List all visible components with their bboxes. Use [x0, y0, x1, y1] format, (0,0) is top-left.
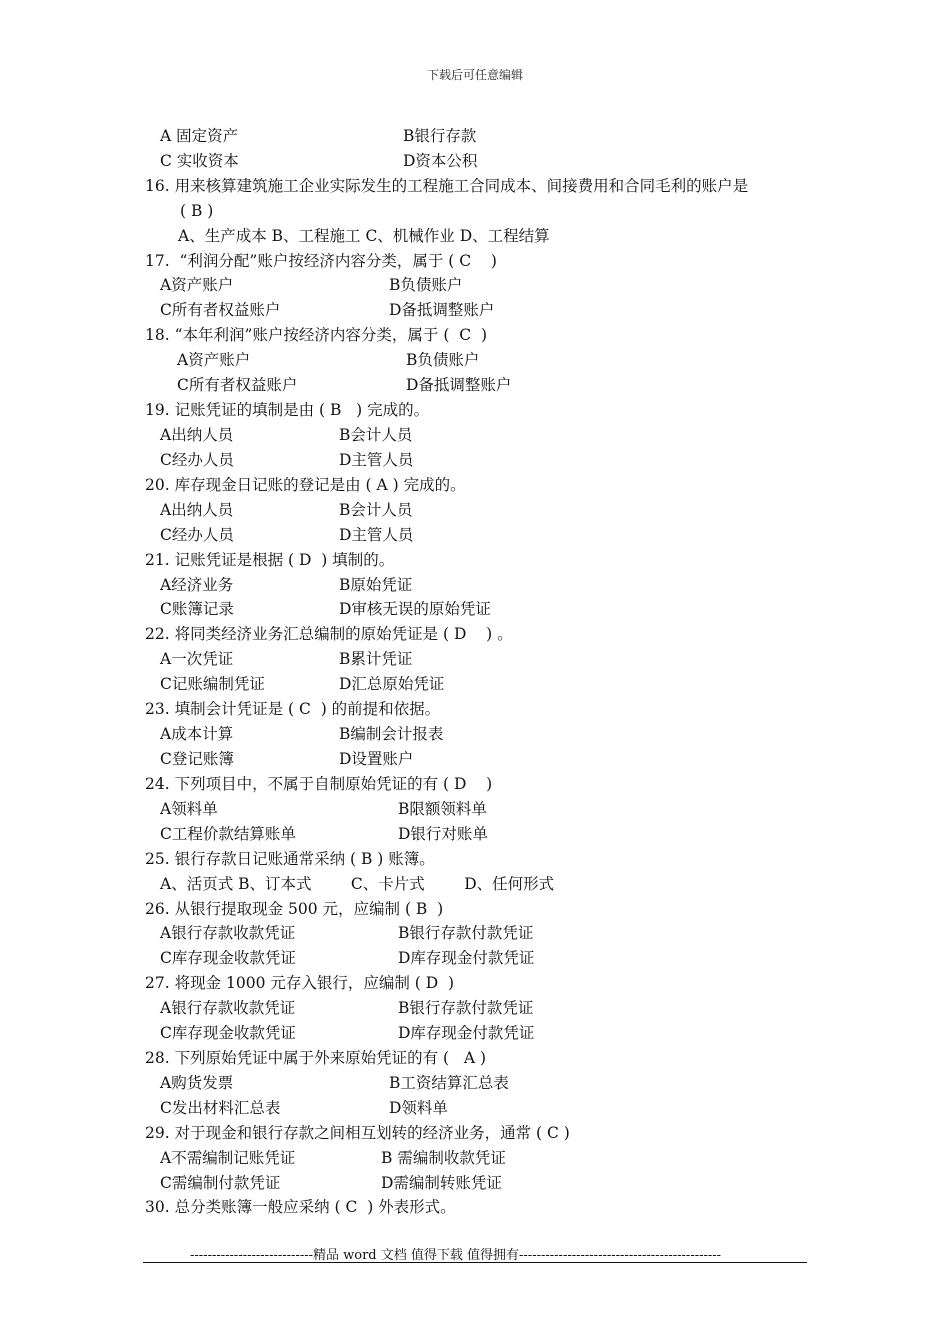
option-text: B负债账户	[389, 276, 463, 294]
option-text: C 实收资本	[160, 152, 239, 170]
option-text: A、生产成本 B、工程施工 C、机械作业 D、工程结算	[178, 227, 550, 245]
option-text: B会计人员	[339, 426, 413, 444]
option-text: A、活页式 B、订本式 C、卡片式 D、任何形式	[160, 875, 555, 893]
option-text: C需编制付款凭证	[160, 1174, 281, 1192]
question-text: 19. 记账凭证的填制是由 ( B ) 完成的。	[145, 401, 430, 419]
option-text: B银行存款付款凭证	[398, 924, 534, 942]
option-text: C库存现金收款凭证	[160, 949, 296, 967]
option-text: B银行存款付款凭证	[398, 999, 534, 1017]
question-text: 24. 下列项目中，不属于自制原始凭证的有 ( D )	[145, 775, 493, 793]
option-text: B原始凭证	[339, 576, 413, 594]
option-text: A成本计算	[160, 725, 234, 743]
option-text: A不需编制记账凭证	[160, 1149, 296, 1167]
option-text: D资本公积	[403, 152, 478, 170]
option-text: D主管人员	[339, 451, 414, 469]
option-text: A银行存款收款凭证	[160, 924, 296, 942]
option-text: A领料单	[160, 800, 218, 818]
option-text: A银行存款收款凭证	[160, 999, 296, 1017]
option-text: A 固定资产	[160, 127, 239, 145]
option-text: C账簿记录	[160, 600, 234, 618]
question-text: 27. 将现金 1000 元存入银行，应编制 ( D )	[145, 974, 455, 992]
option-text: B编制会计报表	[339, 725, 444, 743]
option-text: C所有者权益账户	[160, 301, 281, 319]
option-text: D备抵调整账户	[389, 301, 495, 319]
option-text: D银行对账单	[398, 825, 488, 843]
question-text: 23. 填制会计凭证是 ( C ) 的前提和依据。	[145, 700, 441, 718]
option-text: A资产账户	[177, 351, 251, 369]
option-text: C经办人员	[160, 451, 234, 469]
option-text: C经办人员	[160, 526, 234, 544]
option-text: D设置账户	[339, 750, 414, 768]
option-text: D主管人员	[339, 526, 414, 544]
question-text: 26. 从银行提取现金 500 元，应编制 ( B )	[145, 900, 444, 918]
question-text: 28. 下列原始凭证中属于外来原始凭证的有 ( A )	[145, 1049, 487, 1067]
page-footer: ----------------------------精品 word 文档 值得下载 值得拥有----------------------------------------------	[190, 1248, 722, 1263]
answer-text: ( B )	[180, 202, 214, 220]
question-text: 30. 总分类账簿一般应采纳 ( C ) 外表形式。	[145, 1198, 456, 1216]
option-text: D需编制转账凭证	[381, 1174, 502, 1192]
option-text: C工程价款结算账单	[160, 825, 296, 843]
option-text: B累计凭证	[339, 650, 413, 668]
question-text: 22. 将同类经济业务汇总编制的原始凭证是 ( D ) 。	[145, 625, 513, 643]
option-text: B限额领料单	[398, 800, 487, 818]
question-text: 29. 对于现金和银行存款之间相互划转的经济业务，通常 ( C )	[145, 1124, 570, 1142]
option-text: B银行存款	[403, 127, 477, 145]
question-text: 17. “利润分配”账户按经济内容分类，属于 ( C )	[145, 252, 497, 270]
option-text: A一次凭证	[160, 650, 234, 668]
option-text: A出纳人员	[160, 501, 234, 519]
option-text: C记账编制凭证	[160, 675, 265, 693]
option-text: A经济业务	[160, 576, 234, 594]
option-text: C所有者权益账户	[177, 376, 298, 394]
option-text: B 需编制收款凭证	[381, 1149, 506, 1167]
option-text: D领料单	[389, 1099, 448, 1117]
question-text: 16. 用来核算建筑施工企业实际发生的工程施工合同成本、间接费用和合同毛利的账户是	[145, 177, 749, 195]
option-text: B工资结算汇总表	[389, 1074, 509, 1092]
option-text: D库存现金付款凭证	[398, 1024, 535, 1042]
option-text: D汇总原始凭证	[339, 675, 445, 693]
option-text: C发出材料汇总表	[160, 1099, 281, 1117]
question-text: 18. “本年利润”账户按经济内容分类，属于 ( C )	[145, 326, 488, 344]
option-text: D库存现金付款凭证	[398, 949, 535, 967]
option-text: B会计人员	[339, 501, 413, 519]
page-header: 下载后可任意编辑	[426, 68, 523, 82]
option-text: A资产账户	[160, 276, 234, 294]
option-text: C登记账簿	[160, 750, 234, 768]
option-text: A购货发票	[160, 1074, 234, 1092]
option-text: A出纳人员	[160, 426, 234, 444]
option-text: D备抵调整账户	[406, 376, 512, 394]
question-text: 25. 银行存款日记账通常采纳 ( B ) 账簿。	[145, 850, 435, 868]
option-text: D审核无误的原始凭证	[339, 600, 491, 618]
question-text: 20. 库存现金日记账的登记是由 ( A ) 完成的。	[145, 476, 466, 494]
question-text: 21. 记账凭证是根据 ( D ) 填制的。	[145, 551, 395, 569]
option-text: B负债账户	[406, 351, 480, 369]
footer-divider	[143, 1262, 807, 1263]
option-text: C库存现金收款凭证	[160, 1024, 296, 1042]
